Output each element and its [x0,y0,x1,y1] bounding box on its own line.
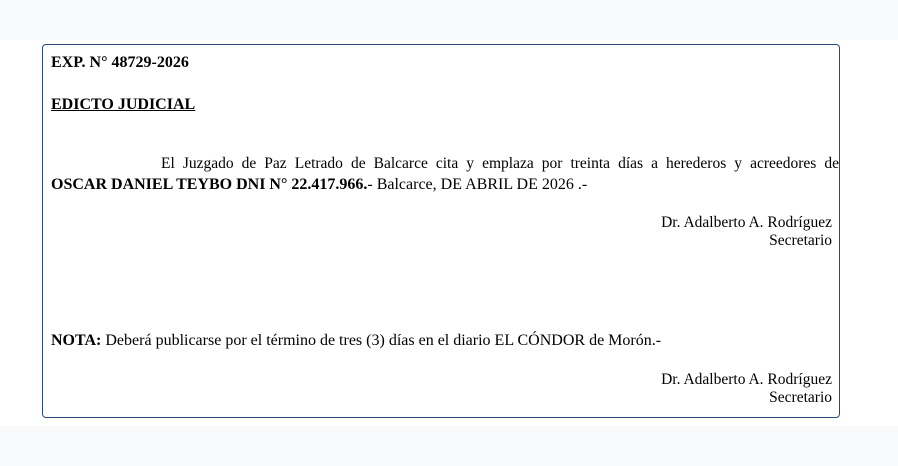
nota-label: NOTA: [51,332,102,349]
signature-role: Secretario [769,232,832,249]
place-date: - Balcarce, DE ABRIL DE 2026 .- [367,176,588,193]
signature-role: Secretario [769,389,832,406]
signature-name: Dr. Adalberto A. Rodríguez [661,214,832,231]
signature-block-2 [661,371,832,407]
expediente-number: EXP. N° 48729-2026 [51,54,189,71]
edicto-body-line-1: El Juzgado de Paz Letrado de Balcarce cita y emplaza por treinta días a herederos y acreedores de [161,155,839,172]
nota-paragraph [51,332,661,350]
edicto-document [42,44,840,418]
signature-name: Dr. Adalberto A. Rodríguez [661,371,832,388]
deceased-name: OSCAR DANIEL TEYBO DNI N° 22.417.966. [51,176,368,193]
nota-text: Deberá publicarse por el término de tres (3) días en el diario EL CÓNDOR de Morón.- [101,332,662,349]
edicto-body-line-2 [51,176,587,194]
signature-block-1 [661,214,832,250]
bottom-background-band [0,426,898,466]
document-title: EDICTO JUDICIAL [51,96,196,113]
top-background-band [0,0,898,40]
